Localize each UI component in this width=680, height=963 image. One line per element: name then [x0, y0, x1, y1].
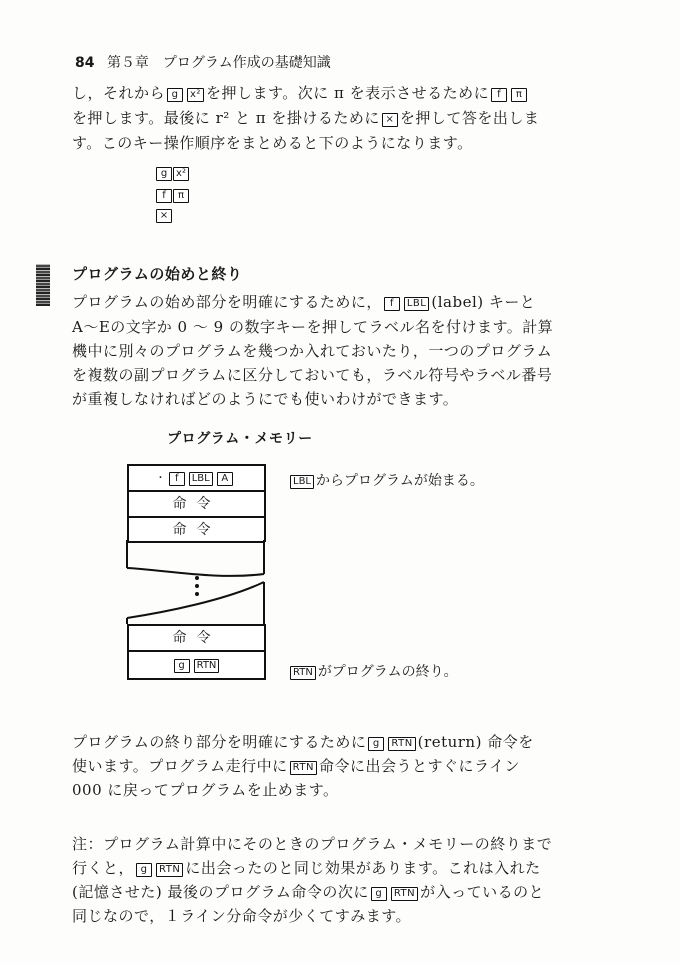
- g-key: g: [368, 737, 384, 751]
- pi-key: π: [173, 189, 189, 203]
- text: 使います。プログラム走行中に: [72, 757, 288, 775]
- para2-line2: [72, 755, 520, 778]
- note-line2: [72, 857, 541, 880]
- text: を押します。次に π を表示させるために: [205, 84, 490, 102]
- key-sequence-row2: [156, 188, 190, 203]
- text: (label) キーと: [431, 293, 536, 311]
- section-line3: 機中に別々のプログラムを幾つか入れておいたり，一つのプログラム: [72, 342, 553, 360]
- text: に出会ったのと同じ効果があります。これは入れた: [185, 859, 541, 877]
- rtn-key: RTN: [290, 666, 316, 680]
- text: ·: [158, 470, 163, 486]
- note-line1: 注：プログラム計算中にそのときのプログラム・メモリーの終りまで: [72, 835, 553, 853]
- note-line3: [72, 881, 544, 904]
- section-line1: [72, 291, 535, 314]
- lbl-key: LBL: [290, 475, 314, 489]
- section-side-marker: [36, 264, 50, 306]
- diagram-title: プログラム・メモリー: [167, 431, 313, 447]
- section-line2: A～Eの文字か 0 ～ 9 の数字キーを押してラベル名を付けます。計算: [72, 318, 554, 336]
- pi-key: π: [511, 88, 527, 102]
- lbl-key: LBL: [404, 297, 430, 311]
- f-key: f: [384, 297, 400, 311]
- para2-line3: 000 に戻ってプログラムを止めます。: [72, 781, 339, 799]
- key-sequence-row3: [156, 208, 173, 223]
- text: プログラムの終り部分を明確にするために: [72, 733, 367, 751]
- rtn-key: RTN: [391, 887, 418, 901]
- f-key: f: [156, 189, 172, 203]
- annotation-start: [290, 470, 484, 490]
- continuation-dot: [195, 592, 199, 596]
- g-key: g: [136, 863, 152, 877]
- section-line5: が重複しなければどのようにでも使いわけができます。: [72, 390, 459, 408]
- times-key: ×: [382, 113, 398, 127]
- g-key: g: [156, 167, 172, 181]
- memory-cell-instruction: [127, 490, 266, 516]
- para2-line1: [72, 731, 534, 754]
- f-key: f: [491, 88, 507, 102]
- page-number: 84: [75, 55, 95, 71]
- memory-cell-instruction: [127, 624, 266, 650]
- memory-cell-instruction: [127, 516, 266, 542]
- text: からプログラムが始まる。: [316, 473, 484, 489]
- chapter-title: 第５章 プログラム作成の基礎知識: [106, 55, 331, 71]
- para1-line1: [72, 82, 529, 105]
- text: (記憶させた) 最後のプログラム命令の次に: [72, 883, 369, 901]
- text: 命令: [172, 630, 221, 646]
- text: 命令: [172, 496, 221, 512]
- text: プログラムの始め部分を明確にするために，: [72, 293, 382, 311]
- g-key: g: [167, 88, 183, 102]
- key-sequence-row1: [156, 166, 190, 181]
- rtn-key: RTN: [156, 863, 183, 877]
- x-squared-key: x²: [173, 167, 189, 181]
- continuation-dot: [195, 584, 199, 588]
- annotation-end: [290, 661, 458, 681]
- text: し，それから: [72, 84, 166, 102]
- section-line4: を複数の副プログラムに区分しておいても，ラベル符号やラベル番号: [72, 366, 553, 384]
- para1-line2: [72, 107, 539, 130]
- continuation-dot: [195, 576, 199, 580]
- lbl-key: LBL: [189, 472, 213, 486]
- memory-cell-return: [127, 650, 266, 680]
- rtn-key: RTN: [290, 761, 317, 775]
- text: 命令: [172, 522, 221, 538]
- g-key: g: [174, 659, 190, 673]
- text: 命令に出会うとすぐにライン: [318, 757, 521, 775]
- memory-break-graphic: [126, 540, 266, 624]
- a-key: A: [217, 472, 233, 486]
- times-key: ×: [156, 209, 172, 223]
- note-line4: 同じなので，１ライン分命令が少くてすみます。: [72, 907, 412, 925]
- rtn-key: RTN: [194, 659, 220, 673]
- text: が入っているのと: [420, 883, 545, 901]
- text: がプログラムの終り。: [317, 664, 458, 680]
- x-squared-key: x²: [187, 88, 204, 102]
- text: を押して答を出しま: [399, 109, 540, 127]
- section-title: プログラムの始めと終り: [72, 265, 243, 283]
- f-key: f: [169, 472, 185, 486]
- page-header: [75, 52, 331, 72]
- memory-cell-label: [127, 464, 266, 490]
- rtn-key: RTN: [388, 737, 415, 751]
- text: を押します。最後に r² と π を掛けるために: [72, 109, 380, 127]
- g-key: g: [371, 887, 387, 901]
- text: (return) 命令を: [417, 733, 534, 751]
- para1-line3: す。このキー操作順序をまとめると下のようになります。: [72, 134, 473, 152]
- text: 行くと，: [72, 859, 135, 877]
